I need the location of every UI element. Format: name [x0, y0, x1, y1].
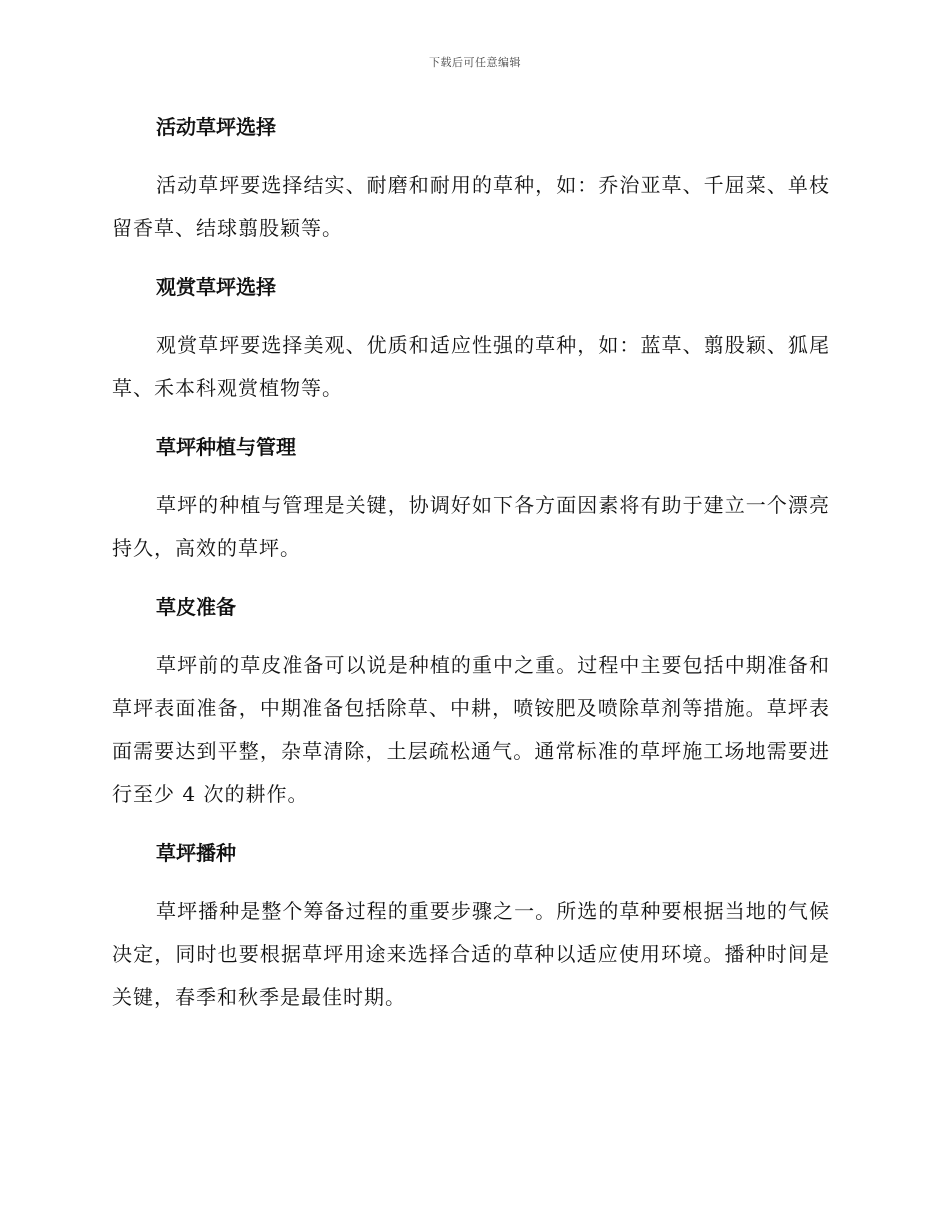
section-heading: 草坪种植与管理: [156, 435, 296, 459]
section-heading: 活动草坪选择: [156, 115, 276, 139]
section-lawn-seeding: [112, 838, 830, 1019]
document-body: [112, 112, 830, 1041]
section-planting-management: [112, 432, 830, 570]
section-paragraph: 草坪前的草皮准备可以说是种植的重中之重。过程中主要包括中期准备和草坪表面准备，中期准备包括除草、中耕，喷铵肥及喷除草剂等措施。草坪表面需要达到平整，杂草清除，土层疏松通气。通常标准的草坪施工场地需要进行至少 4 次的耕作。: [112, 653, 830, 806]
section-ornamental-lawn: [112, 272, 830, 410]
section-activity-lawn: [112, 112, 830, 250]
section-paragraph: 活动草坪要选择结实、耐磨和耐用的草种，如：乔治亚草、千屈菜、单枝留香草、结球翦股颖等。: [112, 173, 830, 240]
section-paragraph: 草坪播种是整个筹备过程的重要步骤之一。所选的草种要根据当地的气候决定，同时也要根据草坪用途来选择合适的草种以适应使用环境。播种时间是关键，春季和秋季是最佳时期。: [112, 899, 830, 1009]
section-heading: 草皮准备: [156, 595, 236, 619]
section-turf-preparation: [112, 592, 830, 816]
section-heading: 草坪播种: [156, 841, 236, 865]
section-paragraph: 草坪的种植与管理是关键，协调好如下各方面因素将有助于建立一个漂亮持久，高效的草坪。: [112, 493, 830, 560]
section-heading: 观赏草坪选择: [156, 275, 276, 299]
page-header: 下载后可任意编辑: [429, 56, 521, 69]
section-paragraph: 观赏草坪要选择美观、优质和适应性强的草种，如：蓝草、翦股颖、狐尾草、禾本科观赏植物等。: [112, 333, 830, 400]
